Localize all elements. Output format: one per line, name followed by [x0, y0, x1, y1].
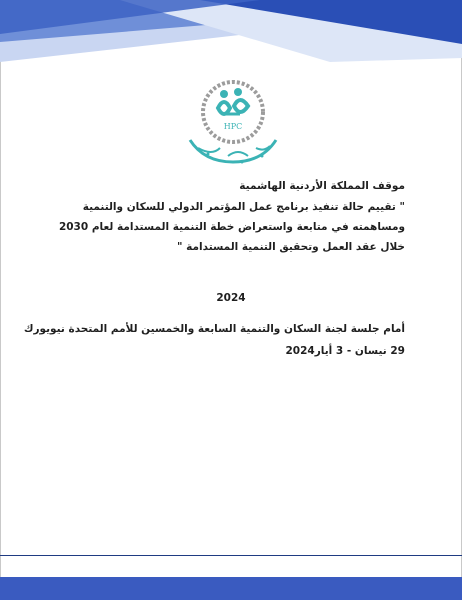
- header-banner: [0, 0, 462, 70]
- title-line-4: خلال عقد العمل وتحقيق التنمية المستدامة ": [177, 241, 405, 253]
- logo-name: HPC: [223, 122, 243, 131]
- session-line-1: أمام جلسة لجنة السكان والتنمية السابعة والخمسين للأمم المتحدة نيويورك: [23, 323, 405, 335]
- title-line-3: ومساهمته في متابعة واستعراض خطة التنمية المستدامة لعام 2030: [58, 221, 405, 233]
- session-info: [23, 318, 405, 362]
- title-line-2: " تقييم حالة تنفيذ برنامج عمل المؤتمر الدولي للسكان والتنمية: [82, 201, 405, 213]
- footer-divider: [0, 555, 462, 556]
- footer-band: [0, 577, 462, 600]
- session-line-2: 29 نيسان - 3 أيار2024: [285, 345, 405, 357]
- document-title: [40, 176, 405, 257]
- year: 2024: [216, 292, 246, 304]
- hpc-logo-icon: [178, 78, 288, 166]
- title-line-1: موقف المملكة الأردنية الهاشمية: [239, 180, 405, 192]
